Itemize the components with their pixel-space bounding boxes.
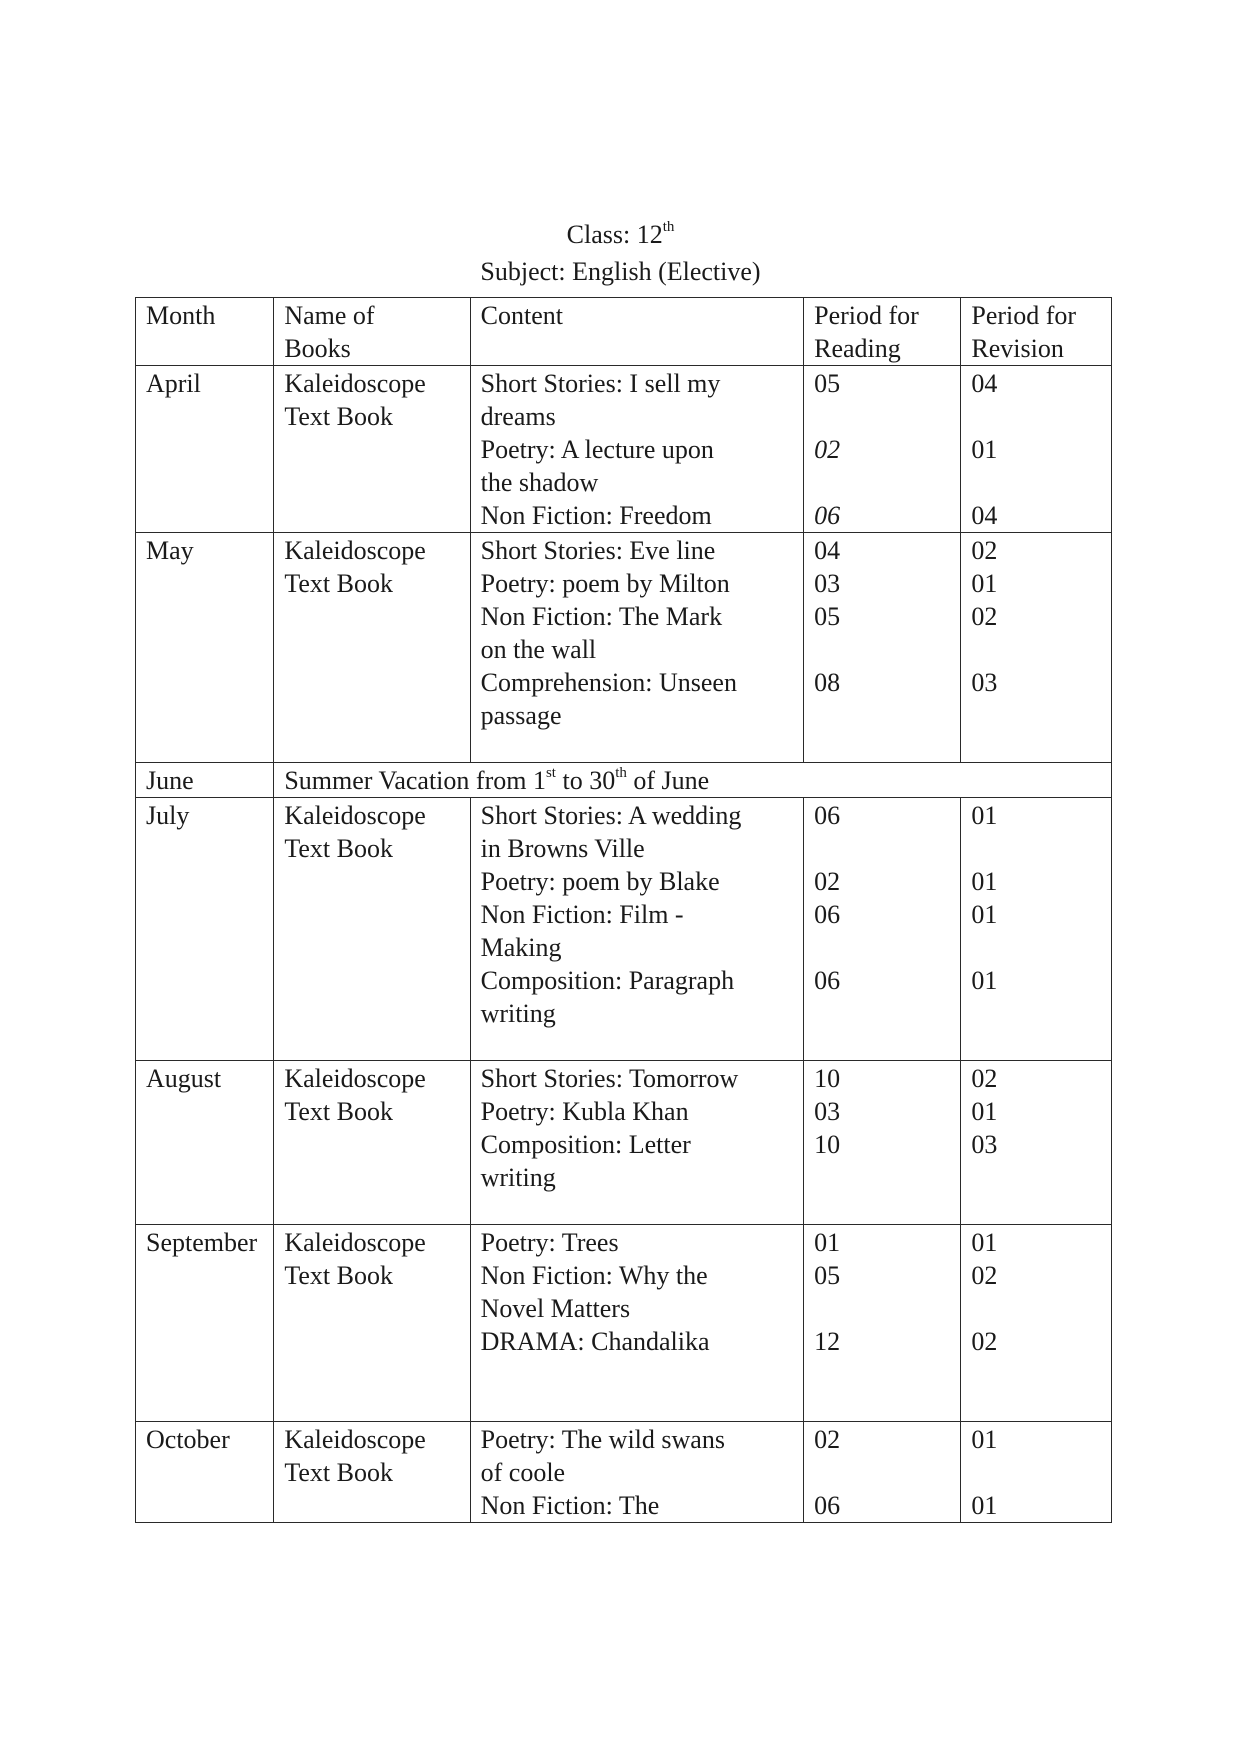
table-row	[136, 1422, 1112, 1523]
table-row	[136, 533, 1112, 763]
reading-cell: 04 03 05 08	[804, 533, 961, 763]
table-row	[136, 1225, 1112, 1422]
month-cell: October	[136, 1422, 274, 1523]
class-heading	[0, 220, 1241, 250]
revision-cell: 02 01 02 03	[961, 533, 1112, 763]
table-row	[136, 798, 1112, 1061]
header-reading: Period for Reading	[804, 298, 961, 366]
header-books: Name of Books	[274, 298, 470, 366]
month-cell: July	[136, 798, 274, 1061]
subject-heading: Subject: English (Elective)	[480, 257, 761, 286]
revision-cell: 04 01 04	[961, 366, 1112, 533]
book-cell: Kaleidoscope Text Book	[274, 533, 470, 763]
book-cell: Kaleidoscope Text Book	[274, 1061, 470, 1225]
month-cell: September	[136, 1225, 274, 1422]
header-content: Content	[470, 298, 804, 366]
revision-cell: 01 01	[961, 1422, 1112, 1523]
book-cell: Kaleidoscope Text Book	[274, 1225, 470, 1422]
revision-cell: 01 01 01 01	[961, 798, 1112, 1061]
class-text: Class: 12	[566, 220, 663, 249]
vacation-cell: Summer Vacation from 1st to 30th of June	[274, 763, 1112, 798]
book-cell: Kaleidoscope Text Book	[274, 1422, 470, 1523]
month-cell: August	[136, 1061, 274, 1225]
content-cell: Poetry: Trees Non Fiction: Why the Novel Matters DRAMA: Chandalika	[470, 1225, 804, 1422]
content-cell: Short Stories: I sell my dreams Poetry: A lecture upon the shadow Non Fiction: Freedom	[470, 366, 804, 533]
month-cell: May	[136, 533, 274, 763]
reading-cell: 02 06	[804, 1422, 961, 1523]
content-cell: Short Stories: Tomorrow Poetry: Kubla Khan Composition: Letter writing	[470, 1061, 804, 1225]
class-superscript: th	[662, 219, 675, 236]
table-row	[136, 1061, 1112, 1225]
content-cell: Poetry: The wild swans of coole Non Fiction: The	[470, 1422, 804, 1523]
month-cell: April	[136, 366, 274, 533]
syllabus-table	[135, 297, 1112, 1523]
month-cell: June	[136, 763, 274, 798]
book-cell: Kaleidoscope Text Book	[274, 366, 470, 533]
reading-cell: 05 02 06	[804, 366, 961, 533]
reading-cell: 10 03 10	[804, 1061, 961, 1225]
reading-cell: 06 02 06 06	[804, 798, 961, 1061]
table-row	[136, 763, 1112, 798]
content-cell: Short Stories: Eve line Poetry: poem by Milton Non Fiction: The Mark on the wall Comprehension: Unseen passage	[470, 533, 804, 763]
table-header-row	[136, 298, 1112, 366]
revision-cell: 01 02 02	[961, 1225, 1112, 1422]
table-row	[136, 366, 1112, 533]
book-cell: Kaleidoscope Text Book	[274, 798, 470, 1061]
header-month: Month	[136, 298, 274, 366]
reading-cell: 01 05 12	[804, 1225, 961, 1422]
header-revision: Period for Revision	[961, 298, 1112, 366]
content-cell: Short Stories: A wedding in Browns Ville Poetry: poem by Blake Non Fiction: Film - Making Composition: Paragraph writing	[470, 798, 804, 1061]
revision-cell: 02 01 03	[961, 1061, 1112, 1225]
